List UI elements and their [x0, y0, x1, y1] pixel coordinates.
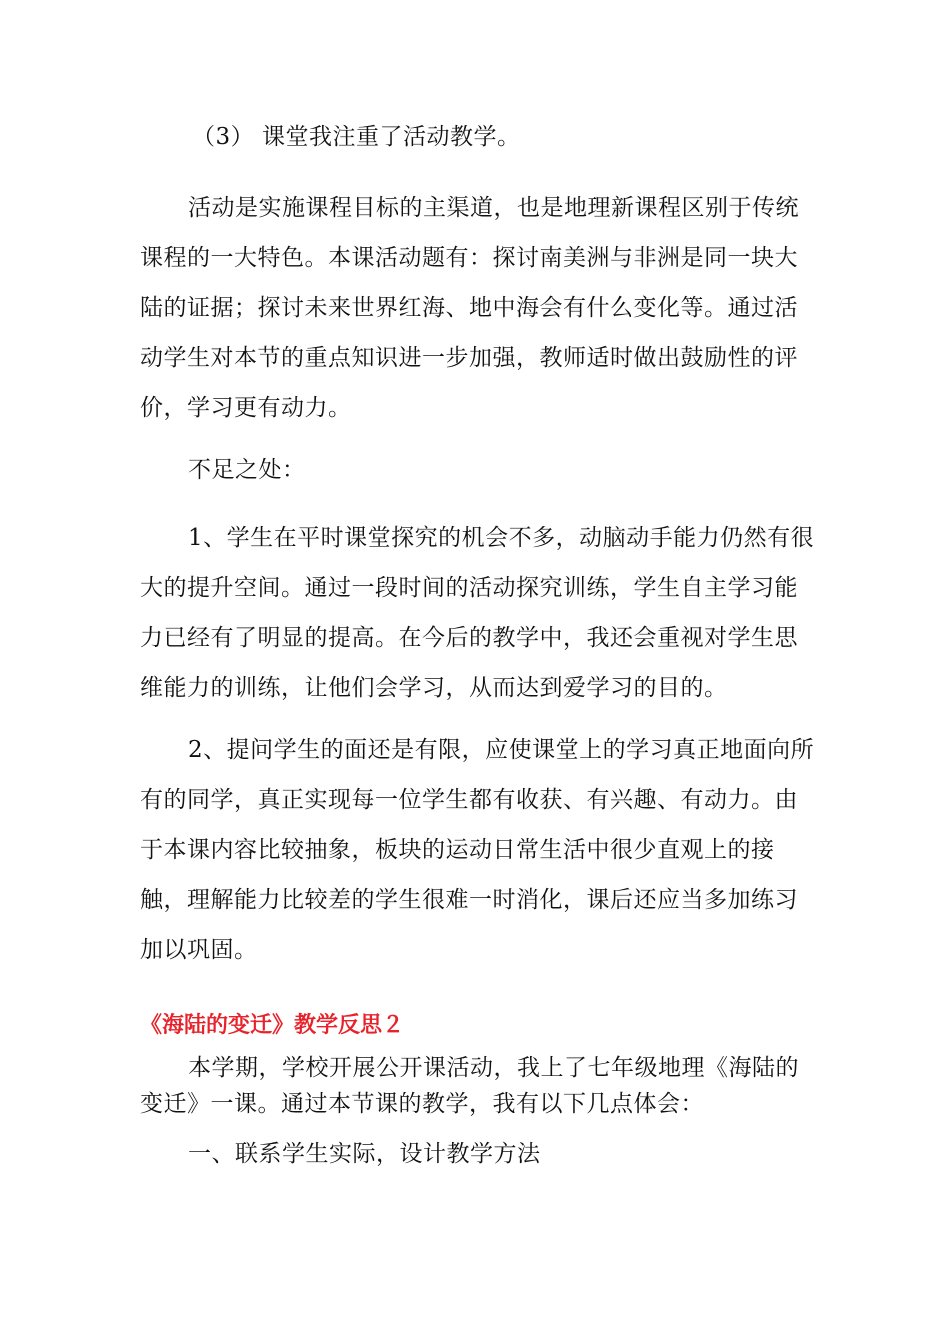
section-2-point-1: 一、联系学生实际，设计教学方法 [188, 1141, 541, 1167]
shortcoming-item-2: 2、提问学生的面还是有限，应使课堂上的学习真正地面向所有的同学，真正实现每一位学生都有收获、有兴趣、有动力。由于本课内容比较抽象，板块的运动日常生活中很少直观上的接触，理解能力比较差的学生很难一时消化，课后还应当多加练习加以巩固。 [140, 737, 815, 963]
section-2-title: 《海陆的变迁》教学反思２ [140, 1013, 405, 1038]
section-2-intro: 本学期，学校开展公开课活动，我上了七年级地理《海陆的变迁》一课。通过本节课的教学，我有以下几点体会： [140, 1055, 799, 1117]
shortcomings-label: 不足之处： [188, 457, 306, 483]
shortcoming-item-1: 1、学生在平时课堂探究的机会不多，动脑动手能力仍然有很大的提升空间。通过一段时间的活动探究训练，学生自主学习能力已经有了明显的提高。在今后的教学中，我还会重视对学生思维能力的训练，让他们会学习，从而达到爱学习的目的。 [140, 525, 815, 701]
paragraph-activity: 活动是实施课程目标的主渠道，也是地理新课程区别于传统课程的一大特色。本课活动题有：探讨南美洲与非洲是同一块大陆的证据；探讨未来世界红海、地中海会有什么变化等。通过活动学生对本节的重点知识进一步加强，教师适时做出鼓励性的评价，学习更有动力。 [140, 195, 799, 421]
paragraph-3-heading: （3） 课堂我注重了活动教学。 [192, 124, 521, 150]
